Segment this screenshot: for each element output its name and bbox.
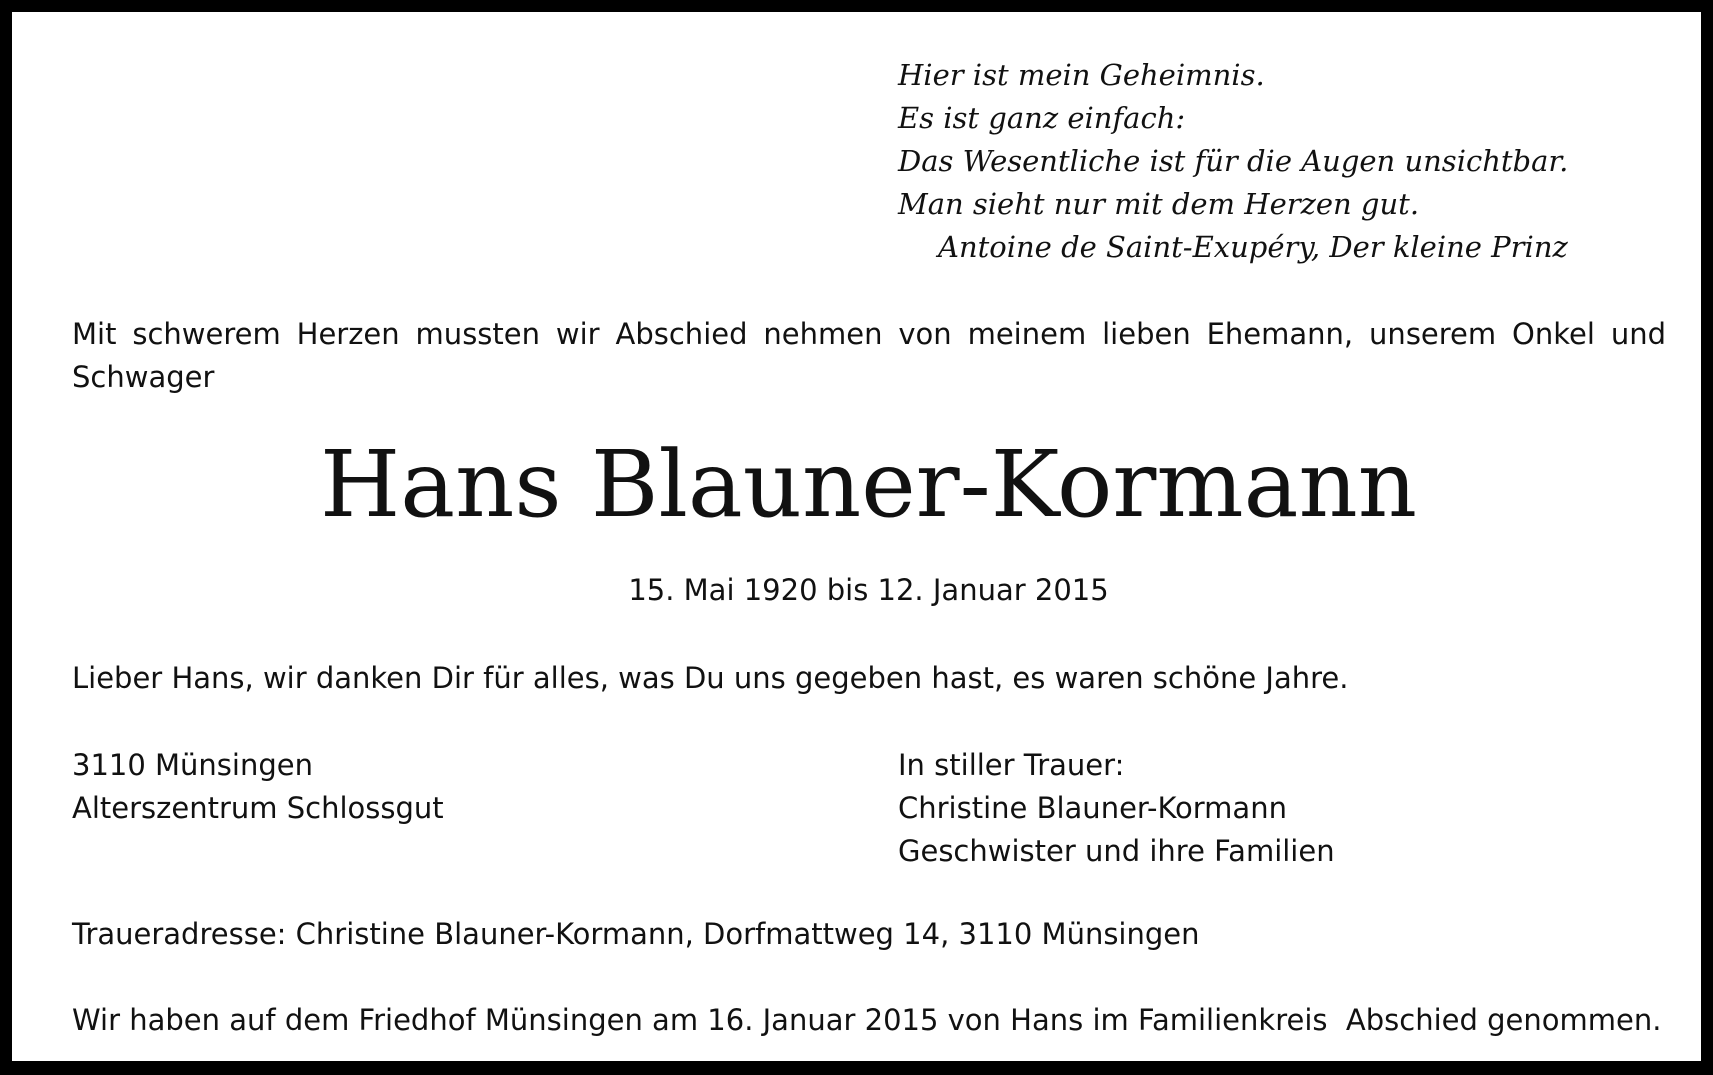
life-dates: 15. Mai 1920 bis 12. Januar 2015	[628, 573, 1109, 607]
address-line: 3110 Münsingen	[72, 748, 313, 782]
quote-line: Man sieht nur mit dem Herzen gut.	[898, 187, 1420, 221]
mourners-block	[898, 744, 1335, 873]
mourners-heading: In stiller Trauer:	[898, 748, 1125, 782]
residence-address	[72, 744, 444, 830]
mourner-name: Geschwister und ihre Familien	[898, 834, 1335, 868]
funeral-note: Wir haben auf dem Friedhof Münsingen am 16. Januar 2015 von Hans im Familienkreis Abschied genommen.	[72, 1003, 1662, 1037]
quote-line: Es ist ganz einfach:	[898, 101, 1186, 135]
quote-attribution: Antoine de Saint-Exupéry, Der kleine Prinz	[938, 230, 1568, 264]
quote-block	[898, 54, 1688, 269]
mourning-address: Traueradresse: Christine Blauner-Kormann, Dorfmattweg 14, 3110 Münsingen	[72, 917, 1200, 951]
thanks-text: Lieber Hans, wir danken Dir für alles, was Du uns gegeben hast, es waren schöne Jahre.	[72, 661, 1349, 695]
quote-line: Hier ist mein Geheimnis.	[898, 58, 1265, 92]
intro-text: Mit schwerem Herzen mussten wir Abschied nehmen von meinem lieben Ehemann, unserem Onkel und Schwager	[72, 317, 1666, 394]
deceased-name: Hans Blauner-Kormann	[320, 431, 1417, 538]
address-line: Alterszentrum Schlossgut	[72, 791, 444, 825]
mourner-name: Christine Blauner-Kormann	[898, 791, 1287, 825]
quote-line: Das Wesentliche ist für die Augen unsichtbar.	[898, 144, 1569, 178]
